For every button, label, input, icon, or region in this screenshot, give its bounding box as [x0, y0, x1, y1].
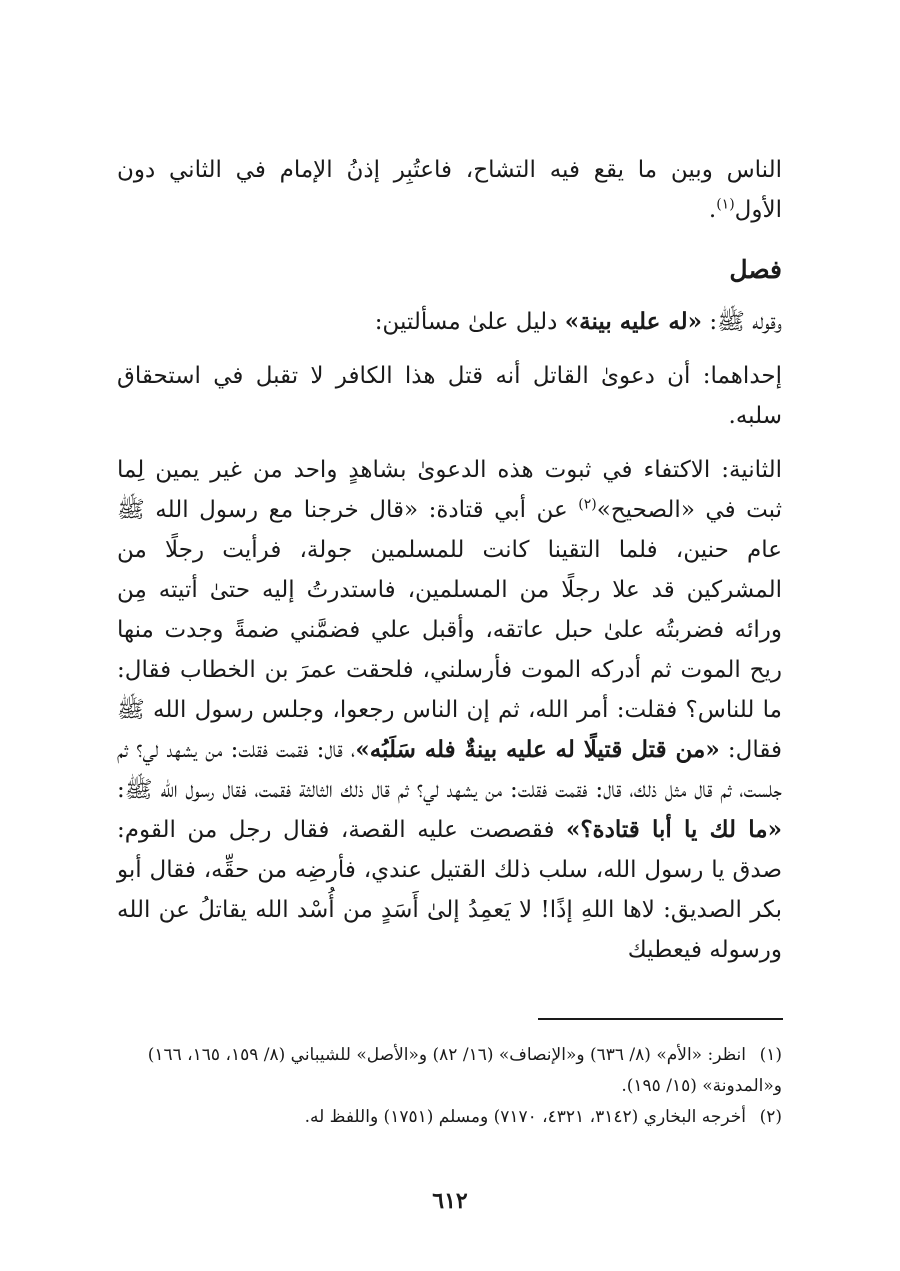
paragraph-text: دليل علىٰ مسألتين:: [374, 309, 565, 335]
footnote-ref-2[interactable]: (٢): [578, 496, 597, 513]
footnote-1: [117, 1040, 782, 1102]
paragraph-text: الثانية: الاكتفاء في ثبوت هذه الدعوىٰ بشاهدٍ واحد من غير يمين لِما ثبت في «الصحيح»: [117, 457, 782, 523]
full-stop: .: [708, 197, 717, 223]
section-heading: فصل: [729, 255, 782, 284]
paragraph-text: الناس وبين ما يقع فيه التشاح، فاعتُبِر إذنُ الإمام في الثاني دون الأول: [117, 157, 782, 223]
hadith-quote-bold: «ما لك يا أبا قتادة؟»: [565, 816, 782, 843]
hadith-quote: «له عليه بينة»: [564, 308, 703, 335]
paragraph-text: ، قال: فقمت فقلت: من يشهد لي؟ ثم جلست، ثم قال مثل ذلك، قال: فقمت فقلت: من يشهد لي؟ ثم قال ذلك الثالثة فقمت، فقال رسول الله ﷺ:: [117, 737, 782, 803]
paragraph-second-issue: [117, 450, 782, 970]
footnote-ref-1[interactable]: (١): [716, 196, 735, 213]
paragraph-text: فقصصت عليه القصة، فقال رجل من القوم: صدق يا رسول الله، سلب ذلك القتيل عندي، فأرضِه من حقِّه، فقال أبو بكر الصديق: لاها اللهِ إذًا! لا يَعمِدُ إلىٰ أَسَدٍ من أُسْد الله يقاتلُ عن الله ورسوله فيعطيك: [117, 817, 782, 963]
paragraph-intro: [117, 302, 782, 342]
footnote-number: (٢): [759, 1107, 782, 1127]
page-number: ٦١٢: [432, 1188, 468, 1214]
footnote-separator: [538, 1018, 783, 1020]
footnote-number: (١): [759, 1045, 782, 1065]
paragraph-first-issue: إحداهما: أن دعوىٰ القاتل أنه قتل هذا الكافر لا تقبل في استحقاق سلبه.: [117, 363, 782, 429]
paragraph-text: عن أبي قتادة: «قال خرجنا مع رسول الله ﷺ عام حنين، فلما التقينا كانت للمسلمين جولة، فرأيت رجلًا من المشركين قد علا رجلًا من المسلمين، فاستدرتُ إليه حتىٰ أتيته مِن ورائه فضربتُه علىٰ حبل عاتقه، وأقبل علي فضمَّني ضمةً وجدت منها ريح الموت ثم أدركه الموت فأرسلني، فلحقت عمرَ بن الخطاب فقال: ما للناس؟ فقلت: أمر الله، ثم إن الناس رجعوا، وجلس رسول الله ﷺ فقال:: [117, 497, 783, 763]
footnote-text: انظر: «الأم» (٨/ ٦٣٦) و«الإنصاف» (١٦/ ٨٢) و«الأصل» للشيباني (٨/ ١٥٩، ١٦٥، ١٦٦) و«المدونة» (١٥/ ١٩٥).: [147, 1045, 782, 1096]
paragraph-continuation: [117, 150, 782, 230]
main-text-block: [117, 150, 782, 970]
hadith-quote-bold: «من قتل قتيلًا له عليه بينةٌ فله سَلَبُه»: [355, 736, 720, 763]
footnote-2: [117, 1102, 782, 1133]
paragraph-text: وقوله ﷺ:: [702, 309, 782, 335]
footnote-text: أخرجه البخاري (٣١٤٢، ٤٣٢١، ٧١٧٠) ومسلم (١٧٥١) واللفظ له.: [304, 1107, 746, 1127]
body-text: [117, 150, 782, 970]
footnotes: [117, 1040, 782, 1133]
